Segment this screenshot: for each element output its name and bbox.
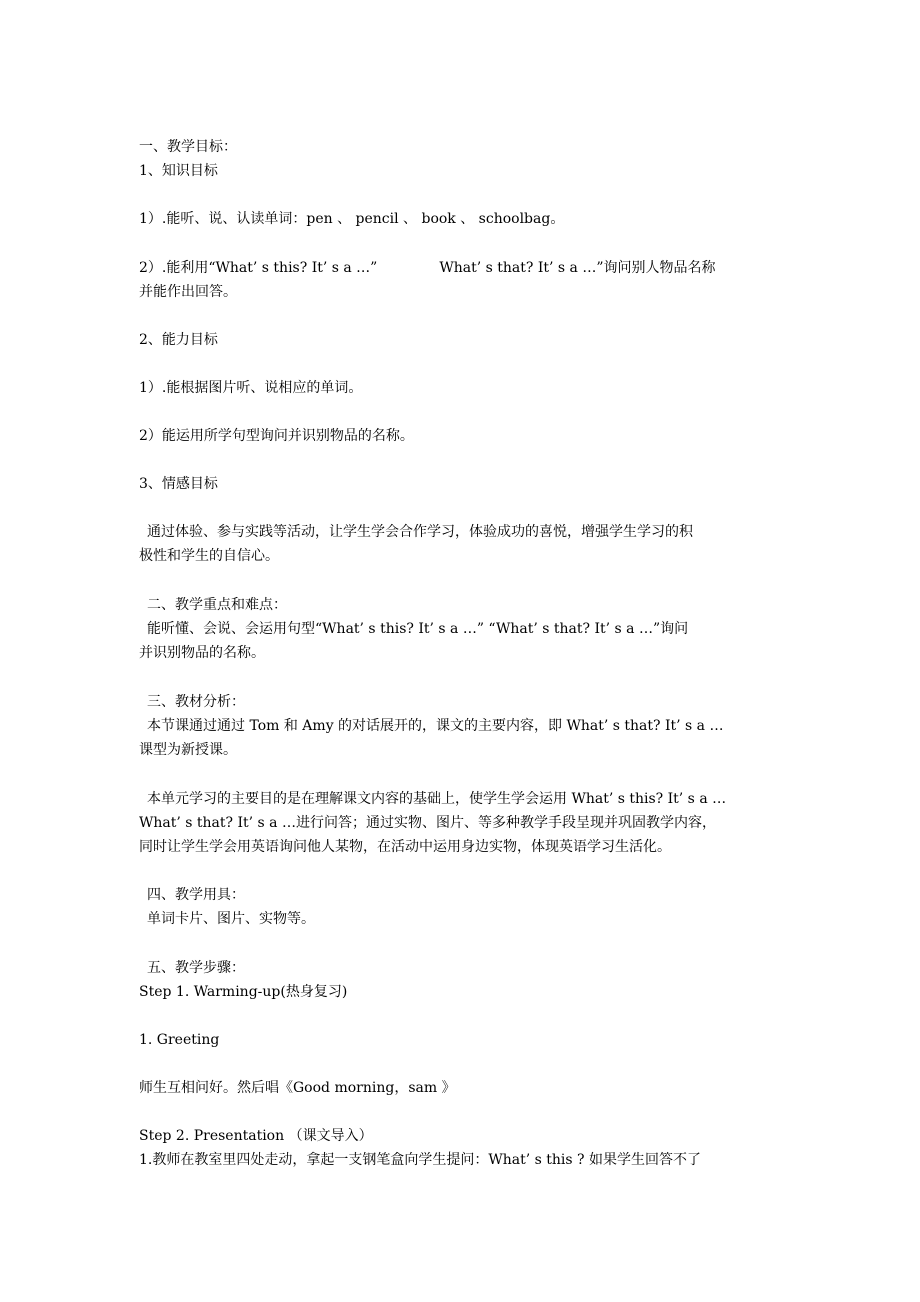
greeting-title: 1. Greeting bbox=[139, 1032, 220, 1048]
key-points-line-2: 并识别物品的名称。 bbox=[139, 645, 265, 661]
step-1-title: Step 1. Warming-up(热身复习) bbox=[139, 984, 348, 1000]
key-points-line-1: 能听懂、会说、会运用句型“What’ s this? It’ s a …” “What’ s that? It’ s a …”询问 bbox=[147, 621, 689, 637]
subsection-ability-title: 2、能力目标 bbox=[139, 332, 218, 348]
knowledge-item-1: 1）.能听、说、认读单词：pen 、 pencil 、 book 、 schoolbag。 bbox=[139, 211, 565, 227]
analysis-line-5: 同时让学生学会用英语询问他人某物，在活动中运用身边实物，体现英语学习生活化。 bbox=[139, 839, 671, 855]
section-2-title: 二、教学重点和难点： bbox=[147, 597, 287, 613]
analysis-line-4: What’ s that? It’ s a …进行问答；通过实物、图片、等多种教学手段呈现并巩固教学内容， bbox=[139, 815, 716, 831]
subsection-knowledge-title: 1、知识目标 bbox=[139, 163, 218, 179]
step-2-title: Step 2. Presentation （课文导入） bbox=[139, 1128, 373, 1144]
knowledge-item-2-part-b: What’ s that? It’ s a …”询问别人物品名称 bbox=[439, 260, 716, 276]
tools-text: 单词卡片、图片、实物等。 bbox=[147, 911, 315, 927]
analysis-line-1: 本节课通过通过 Tom 和 Amy 的对话展开的，课文的主要内容，即 What’ s that? It’ s a … bbox=[147, 718, 724, 734]
subsection-emotion-title: 3、情感目标 bbox=[139, 476, 218, 492]
knowledge-item-2-part-a: 2）.能利用“What’ s this? It’ s a …” bbox=[139, 260, 378, 276]
section-1-title: 一、教学目标： bbox=[139, 139, 237, 155]
knowledge-item-2-continued: 并能作出回答。 bbox=[139, 284, 237, 300]
presentation-line-1: 1.教师在教室里四处走动，拿起一支钢笔盒向学生提问：What’ s this ? 如果学生回答不了 bbox=[139, 1152, 701, 1168]
analysis-line-2: 课型为新授课。 bbox=[139, 742, 237, 758]
analysis-line-3: 本单元学习的主要目的是在理解课文内容的基础上，使学生学会运用 What’ s this? It’ s a … bbox=[147, 791, 727, 807]
ability-item-1: 1）.能根据图片听、说相应的单词。 bbox=[139, 380, 363, 396]
emotion-text-line-2: 极性和学生的自信心。 bbox=[139, 548, 279, 564]
section-4-title: 四、教学用具： bbox=[147, 887, 245, 903]
ability-item-2: 2）能运用所学句型询问并识别物品的名称。 bbox=[139, 428, 414, 444]
greeting-description: 师生互相问好。然后唱《Good morning，sam 》 bbox=[139, 1080, 456, 1096]
section-3-title: 三、教材分析： bbox=[147, 694, 245, 710]
emotion-text-line-1: 通过体验、参与实践等活动，让学生学会合作学习，体验成功的喜悦，增强学生学习的积 bbox=[147, 524, 693, 540]
knowledge-item-2 bbox=[139, 258, 810, 278]
section-5-title: 五、教学步骤： bbox=[147, 960, 245, 976]
